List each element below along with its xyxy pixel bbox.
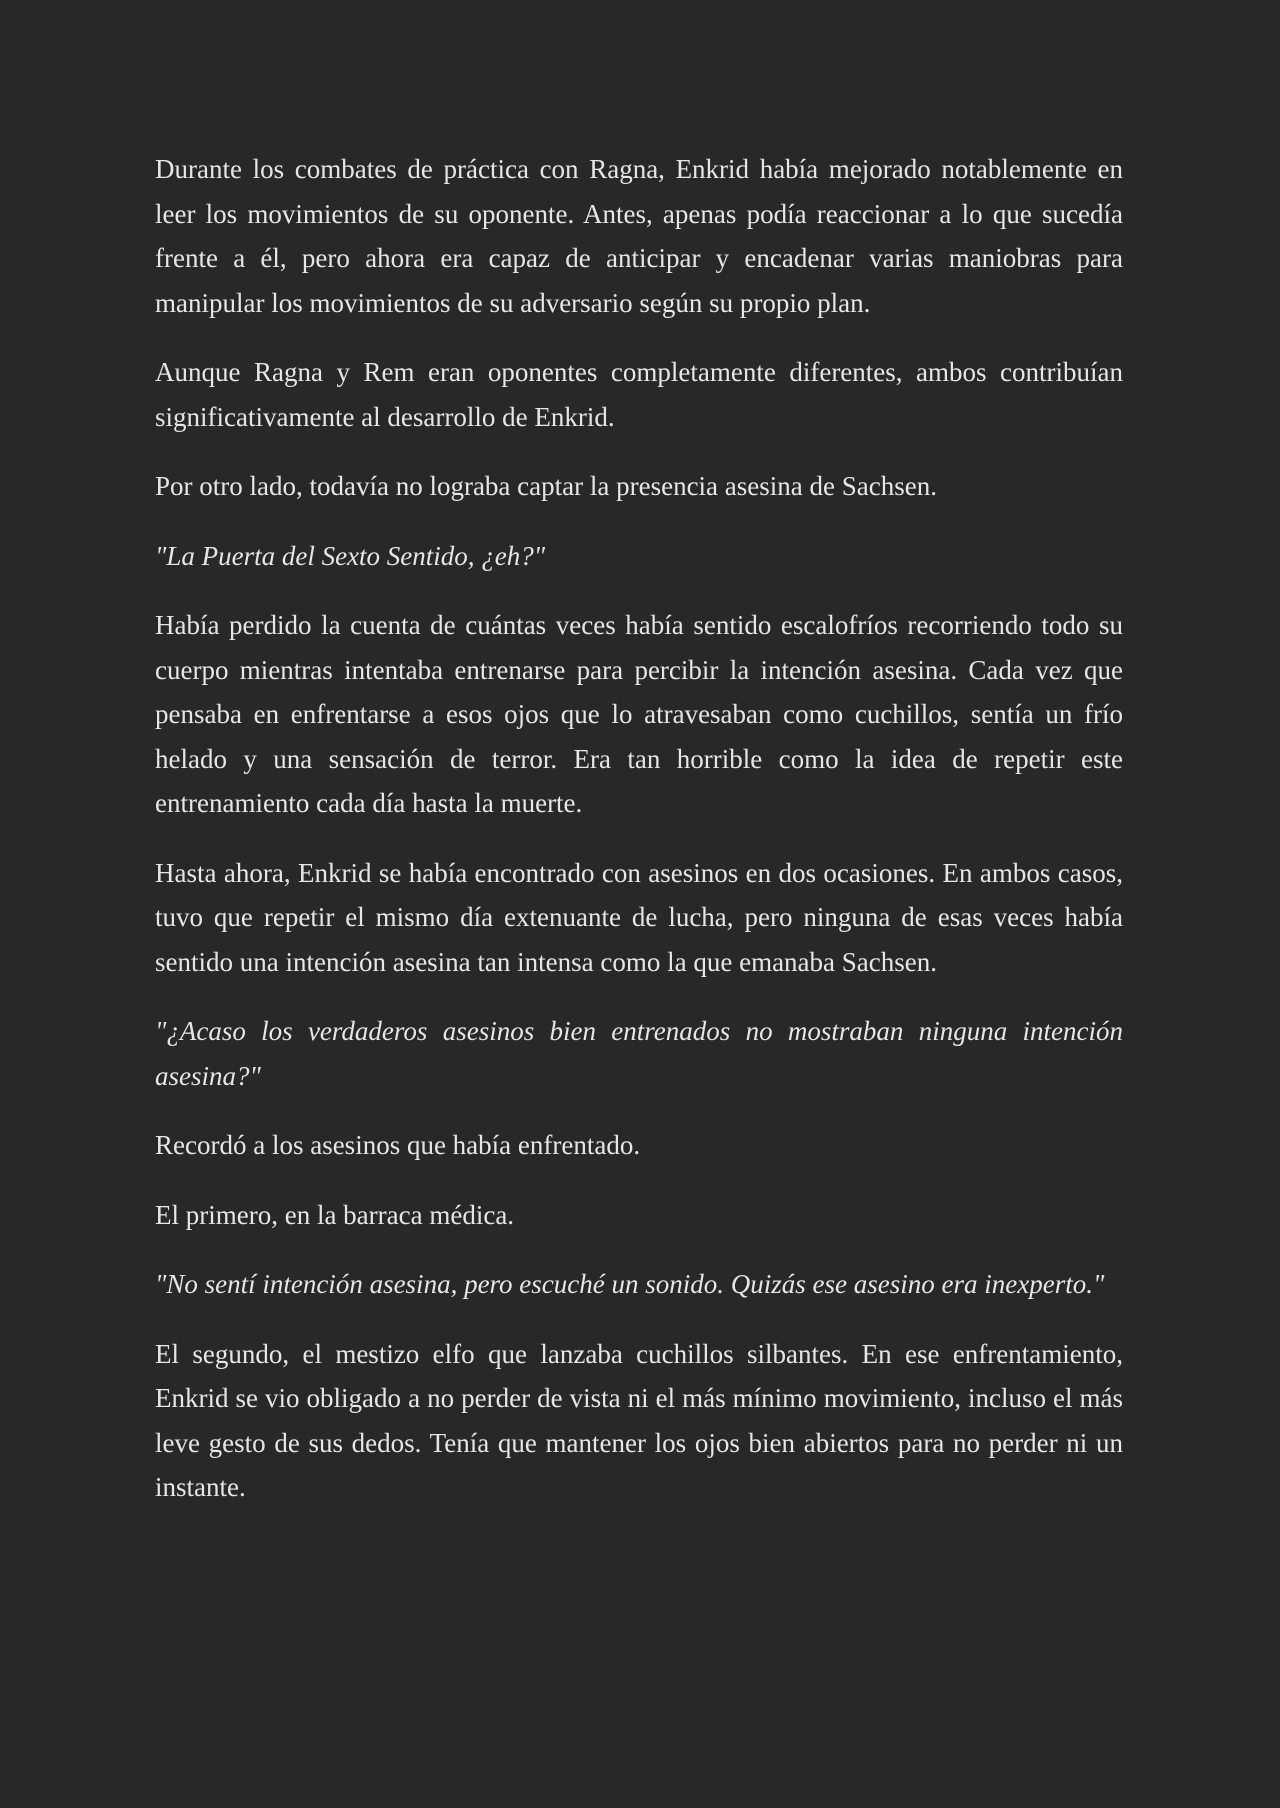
paragraph: Recordó a los asesinos que había enfrentado.	[155, 1130, 641, 1160]
paragraph: Por otro lado, todavía no lograba captar la presencia asesina de Sachsen.	[155, 471, 937, 501]
paragraph: Aunque Ragna y Rem eran oponentes completamente diferentes, ambos contribuían significativamente al desarrollo de Enkrid.	[155, 357, 1123, 432]
thought-paragraph: "¿Acaso los verdaderos asesinos bien entrenados no mostraban ninguna intención asesina?"	[155, 1016, 1123, 1091]
paragraph: Hasta ahora, Enkrid se había encontrado con asesinos en dos ocasiones. En ambos casos, tuvo que repetir el mismo día extenuante de lucha, pero ninguna de esas veces había sentido una intención asesina tan intensa como la que emanaba Sachsen.	[155, 857, 1123, 977]
chapter-text	[155, 147, 1123, 1535]
paragraph: El segundo, el mestizo elfo que lanzaba cuchillos silbantes. En ese enfrentamiento, Enkrid se vio obligado a no perder de vista ni el más mínimo movimiento, incluso el más leve gesto de sus dedos. Tenía que mantener los ojos bien abiertos para no perder ni un instante.	[155, 1338, 1123, 1502]
paragraph: El primero, en la barraca médica.	[155, 1199, 515, 1230]
paragraph: Había perdido la cuenta de cuántas veces había sentido escalofríos recorriendo todo su cuerpo mientras intentaba entrenarse para percibir la intención asesina. Cada vez que pensaba en enfrentarse a esos ojos que lo atravesaban como cuchillos, sentía un frío helado y una sensación de terror. Era tan horrible como la idea de repetir este entrenamiento cada día hasta la muerte.	[155, 610, 1123, 818]
thought-paragraph: "No sentí intención asesina, pero escuché un sonido. Quizás ese asesino era inexperto."	[155, 1269, 1105, 1299]
paragraph: Durante los combates de práctica con Ragna, Enkrid había mejorado notablemente en leer los movimientos de su oponente. Antes, apenas podía reaccionar a lo que sucedía frente a él, pero ahora era capaz de anticipar y encadenar varias maniobras para manipular los movimientos de su adversario según su propio plan.	[155, 154, 1123, 318]
thought-paragraph: "La Puerta del Sexto Sentido, ¿eh?"	[155, 540, 546, 571]
